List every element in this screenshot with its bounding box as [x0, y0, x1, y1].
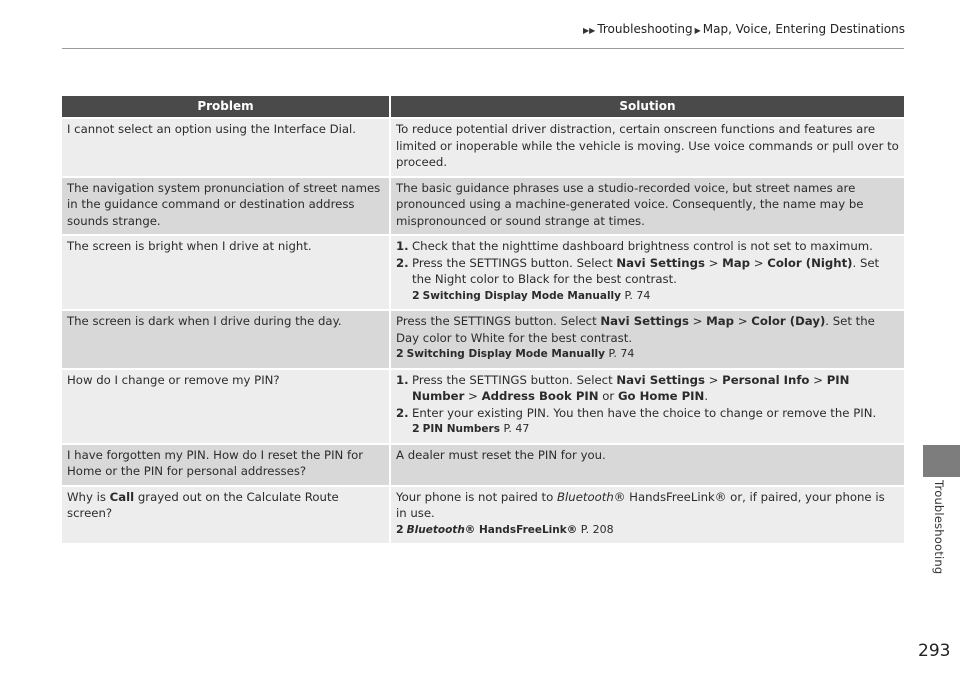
step-number: 2.: [396, 405, 409, 420]
reference-page: P. 47: [499, 422, 530, 435]
solution-text: Your phone is not paired to Bluetooth® HandsFreeLink® or, if paired, your phone is in use.: [396, 489, 885, 520]
reference-title: PIN Numbers: [422, 423, 500, 435]
menu-path-item: Color (Day): [751, 314, 826, 328]
menu-path-item: Go Home PIN: [617, 389, 705, 403]
side-tab-label[interactable]: Troubleshooting: [932, 480, 946, 575]
breadcrumb-section[interactable]: Troubleshooting: [597, 22, 693, 36]
solution-cell: [389, 485, 904, 544]
table-row: [62, 176, 904, 235]
solution-cell: A dealer must reset the PIN for you.: [389, 443, 904, 485]
cross-reference-link[interactable]: [412, 421, 899, 438]
menu-path-item: PIN Number: [412, 372, 850, 403]
reference-page: P. 74: [621, 288, 651, 302]
solution-cell: [389, 234, 904, 309]
menu-path-item: Navi Settings: [616, 255, 705, 270]
problem-cell: I cannot select an option using the Interface Dial.: [62, 117, 389, 176]
problem-cell: I have forgotten my PIN. How do I reset the PIN for Home or the PIN for personal addresses?: [62, 443, 389, 485]
cross-reference-link[interactable]: [396, 522, 899, 539]
menu-path-item: Map: [722, 255, 751, 270]
reference-arrow-icon: 2: [396, 522, 404, 536]
reference-arrow-icon: 2: [412, 422, 420, 435]
solution-step: [396, 405, 899, 422]
step-text: Check that the nighttime dashboard brightness control is not set to maximum.: [412, 239, 873, 253]
solution-step: [396, 255, 899, 288]
problem-cell: How do I change or remove my PIN?: [62, 368, 389, 443]
solution-cell: To reduce potential driver distraction, certain onscreen functions and features are limited or inoperable while the vehicle is moving. Use voice commands or pull over to proceed.: [389, 117, 904, 176]
solution-cell: [389, 309, 904, 368]
step-number: 2.: [396, 255, 409, 270]
table-row: [62, 309, 904, 368]
reference-title: Switching Display Mode Manually: [406, 348, 605, 360]
reference-title: Switching Display Mode Manually: [422, 289, 621, 302]
step-number: 1.: [396, 372, 409, 387]
ui-term: Call: [109, 489, 135, 504]
cross-reference-link[interactable]: [396, 346, 899, 363]
menu-path-item: Personal Info: [722, 372, 810, 387]
reference-title: Bluetooth: [406, 523, 465, 536]
page-number: 293: [918, 641, 951, 661]
menu-path-item: Color (Night): [767, 255, 853, 270]
table-row: [62, 117, 904, 176]
reference-page: P. 74: [605, 347, 635, 360]
troubleshooting-table: [62, 96, 904, 543]
header-divider: [62, 48, 904, 49]
step-text: Press the SETTINGS button. Select Navi Settings > Map > Color (Night). Set the Night color to Black for the best contrast.: [412, 255, 880, 286]
menu-path-item: Address Book PIN: [481, 389, 599, 403]
column-header-solution: Solution: [389, 96, 904, 117]
step-text: Enter your existing PIN. You then have the choice to change or remove the PIN.: [412, 405, 877, 420]
breadcrumb-arrow-icon: ▶: [583, 26, 590, 35]
step-number: 1.: [396, 239, 409, 253]
step-text: Press the SETTINGS button. Select Navi Settings > Personal Info > PIN Number > Address Book PIN or Go Home PIN.: [412, 372, 850, 403]
solution-text: Press the SETTINGS button. Select Navi Settings > Map > Color (Day). Set the Day color to White for the best contrast.: [396, 314, 875, 345]
breadcrumb-arrow-icon: ▶: [694, 26, 701, 35]
problem-cell: The screen is bright when I drive at night.: [62, 234, 389, 309]
breadcrumb-arrow-icon: ▶: [589, 26, 596, 35]
solution-step: [396, 372, 899, 405]
menu-path-item: Navi Settings: [600, 314, 689, 328]
side-tab-marker: [923, 445, 960, 477]
table-row: [62, 485, 904, 544]
menu-path-item: Map: [706, 314, 735, 328]
reference-arrow-icon: 2: [412, 288, 420, 302]
breadcrumb-current: Map, Voice, Entering Destinations: [702, 22, 906, 36]
table-row: [62, 443, 904, 485]
menu-path-item: Navi Settings: [616, 372, 705, 387]
reference-page: P. 208: [577, 522, 614, 536]
table-row: [62, 234, 904, 309]
solution-step: [396, 238, 899, 255]
problem-cell: The screen is dark when I drive during the day.: [62, 309, 389, 368]
solution-cell: The basic guidance phrases use a studio-recorded voice, but street names are pronounced using a machine-generated voice. Consequently, the name may be mispronounced or sound strange at times.: [389, 176, 904, 235]
reference-title-suffix: ® HandsFreeLink®: [464, 523, 578, 536]
brand-term: Bluetooth: [557, 489, 614, 504]
table-header-row: [62, 96, 904, 117]
table-row: [62, 368, 904, 443]
column-header-problem: Problem: [62, 96, 389, 117]
cross-reference-link[interactable]: [412, 288, 899, 305]
reference-arrow-icon: 2: [396, 347, 404, 360]
solution-cell: [389, 368, 904, 443]
problem-cell: Why is Call grayed out on the Calculate Route screen?: [62, 485, 389, 544]
problem-cell: The navigation system pronunciation of street names in the guidance command or destination address sounds strange.: [62, 176, 389, 235]
breadcrumb: [583, 22, 905, 36]
